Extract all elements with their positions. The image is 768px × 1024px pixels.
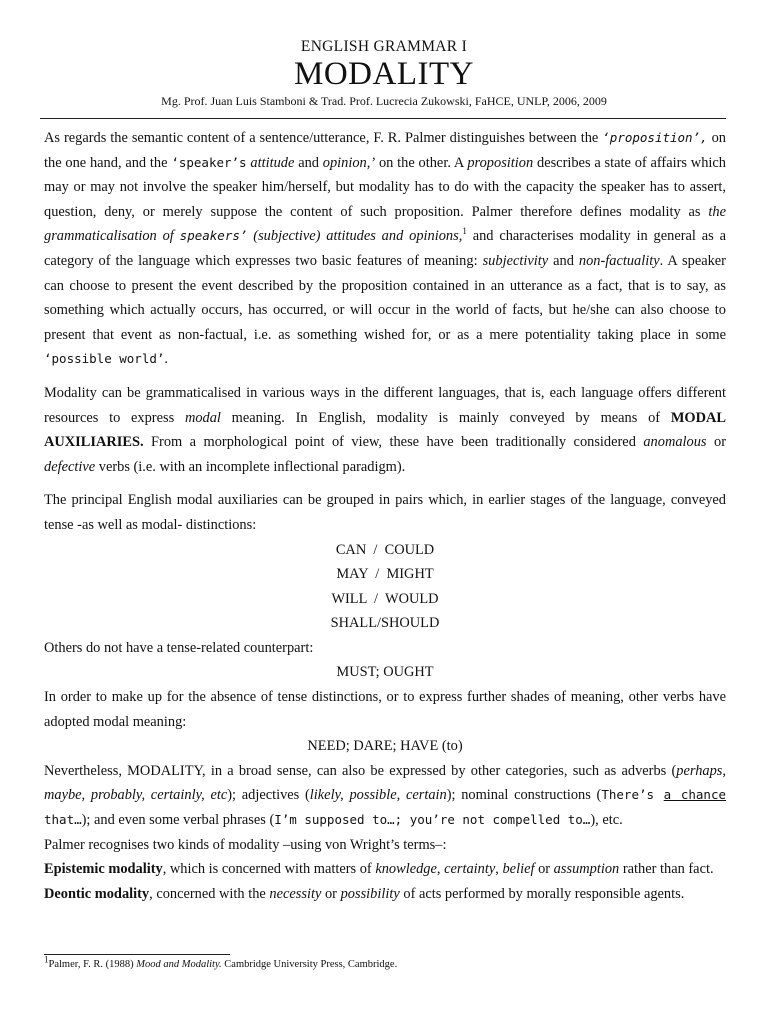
course-title: ENGLISH GRAMMAR I — [300, 38, 468, 55]
text: the grammaticalisation of — [44, 203, 726, 245]
modal-pair-2: MAY / MIGHT — [336, 566, 434, 583]
text: Cambridge University Press, Cambridge. — [224, 959, 398, 970]
text: and — [298, 154, 319, 171]
modal-pair-1: CAN / COULD — [335, 541, 435, 558]
text: rather than fact. — [622, 861, 714, 878]
text: of acts performed by morally responsible agents. — [403, 885, 685, 902]
header-divider — [40, 118, 726, 119]
text: likely, possible, certain — [309, 787, 447, 804]
modal-must-ought: MUST; OUGHT — [336, 664, 434, 681]
text: knowledge — [375, 861, 437, 878]
text: perhaps, maybe, probably, certainly, etc — [44, 762, 726, 804]
text: MODAL AUXILIARIES. — [44, 409, 726, 451]
page-title: MODALITY — [294, 56, 474, 92]
text: and characterises modality in general as a category of the language which expresses two basic features of meaning: — [44, 228, 726, 269]
text: ‘proposition’, — [602, 130, 708, 145]
text: There’s — [601, 787, 664, 803]
modal-pair-4: SHALL/SHOULD — [330, 615, 440, 632]
text: anomalous — [643, 434, 707, 451]
text: attitude — [250, 154, 295, 171]
paragraph-principal-modals: The principal English modal auxiliaries can be grouped in pairs which, in earlier stages of the language, conveyed tense -as well as modal- distinctions: — [44, 492, 726, 533]
text: (subjective) attitudes and opinions, — [253, 228, 463, 245]
text: that… — [44, 812, 82, 828]
term-epistemic: Epistemic modality — [44, 861, 163, 878]
text: or — [324, 885, 337, 902]
text: , — [436, 861, 441, 878]
text: As regards the semantic content of a sentence/utterance, F. R. Palmer distinguishes between the — [44, 130, 599, 146]
text: belief — [502, 861, 535, 878]
paragraph-grammaticalisation — [44, 381, 726, 479]
text: ‘speaker’s — [171, 154, 247, 170]
text: From a morphological point of view, these have been traditionally considered — [151, 434, 636, 451]
text: on the other. A — [378, 154, 464, 171]
text: modal — [184, 409, 221, 426]
text: certainty — [444, 861, 496, 878]
text: meaning. In English, modality is mainly conveyed by means of — [231, 409, 661, 426]
text: ); and even some verbal phrases ( — [81, 812, 275, 829]
footnote-divider — [44, 954, 230, 955]
text: opinion,’ — [322, 154, 376, 171]
term-deontic: Deontic modality — [44, 885, 150, 902]
text: necessity — [269, 885, 322, 902]
text: . A speaker can choose to present the event described by the proposition contained in an utterance as a fact, that is to say, as something which actually occurs, has occurred, or will occur in the world of facts, but he/she can also choose to present that event as non-factual, i.e. as something wished for, or as a mere potentiality taking place in some — [44, 252, 726, 343]
paragraph-two-kinds: Palmer recognises two kinds of modality –using von Wright’s terms–: — [44, 836, 447, 853]
text: assumption — [553, 861, 620, 878]
text: , concerned with the — [149, 885, 266, 902]
text: ), etc. — [590, 812, 623, 829]
footnote-number: 1 — [44, 954, 49, 965]
modal-pair-3: WILL / WOULD — [331, 590, 439, 607]
text: . — [164, 351, 169, 368]
text: and — [553, 252, 574, 269]
document-body — [44, 126, 726, 906]
text: ); adjectives ( — [227, 787, 310, 804]
text: speakers’ — [179, 228, 248, 244]
text: describes a state of affairs which may or may not involve the speaker him/herself, but modality has to do with the capacity the speaker has to assert, question, deny, or merely suppose the content of such proposition. Palmer therefore defines modality as — [44, 154, 726, 220]
text: a chance — [663, 787, 726, 803]
text: or — [714, 434, 726, 451]
text: possibility — [340, 885, 400, 902]
paragraph-other-verbs: In order to make up for the absence of tense distinctions, or to express further shades of meaning, other verbs have adopted modal meaning: — [44, 689, 726, 730]
text: , — [495, 861, 499, 878]
text: subjectivity — [482, 252, 549, 269]
paragraph-deontic — [44, 882, 726, 907]
paragraph-proposition — [44, 126, 726, 372]
paragraph-other-categories — [44, 759, 726, 833]
text: Nevertheless, MODALITY, in a broad sense, can also be expressed by other categories, such as adverbs ( — [44, 762, 677, 779]
text: non-factuality — [578, 252, 660, 269]
text: on the one hand, and the — [44, 130, 726, 171]
text: Palmer, F. R. (1988) — [48, 959, 134, 970]
paragraph-epistemic — [44, 857, 726, 882]
footnote-ref: 1 — [462, 226, 467, 237]
text: Mood and Modality. — [136, 959, 222, 970]
text: ‘possible world’ — [44, 351, 165, 367]
text: I’m supposed to…; you’re not compelled to… — [274, 812, 591, 828]
text: verbs (i.e. with an incomplete inflectional paradigm). — [98, 458, 406, 475]
authors-line: Mg. Prof. Juan Luis Stamboni & Trad. Prof. Lucrecia Zukowski, FaHCE, UNLP, 2006, 2009 — [161, 94, 607, 108]
text: defective — [44, 458, 96, 475]
text: , which is concerned with matters of — [162, 861, 372, 878]
paragraph-others: Others do not have a tense-related counterpart: — [44, 639, 314, 656]
modal-need-dare-have: NEED; DARE; HAVE (to) — [307, 738, 463, 755]
text: or — [538, 861, 551, 878]
text: proposition — [467, 154, 534, 171]
footnote — [44, 954, 726, 972]
text: Modality can be grammaticalised in various ways in the different languages, that is, each language offers different resources to express — [44, 384, 726, 426]
text: ); nominal constructions ( — [446, 787, 602, 804]
